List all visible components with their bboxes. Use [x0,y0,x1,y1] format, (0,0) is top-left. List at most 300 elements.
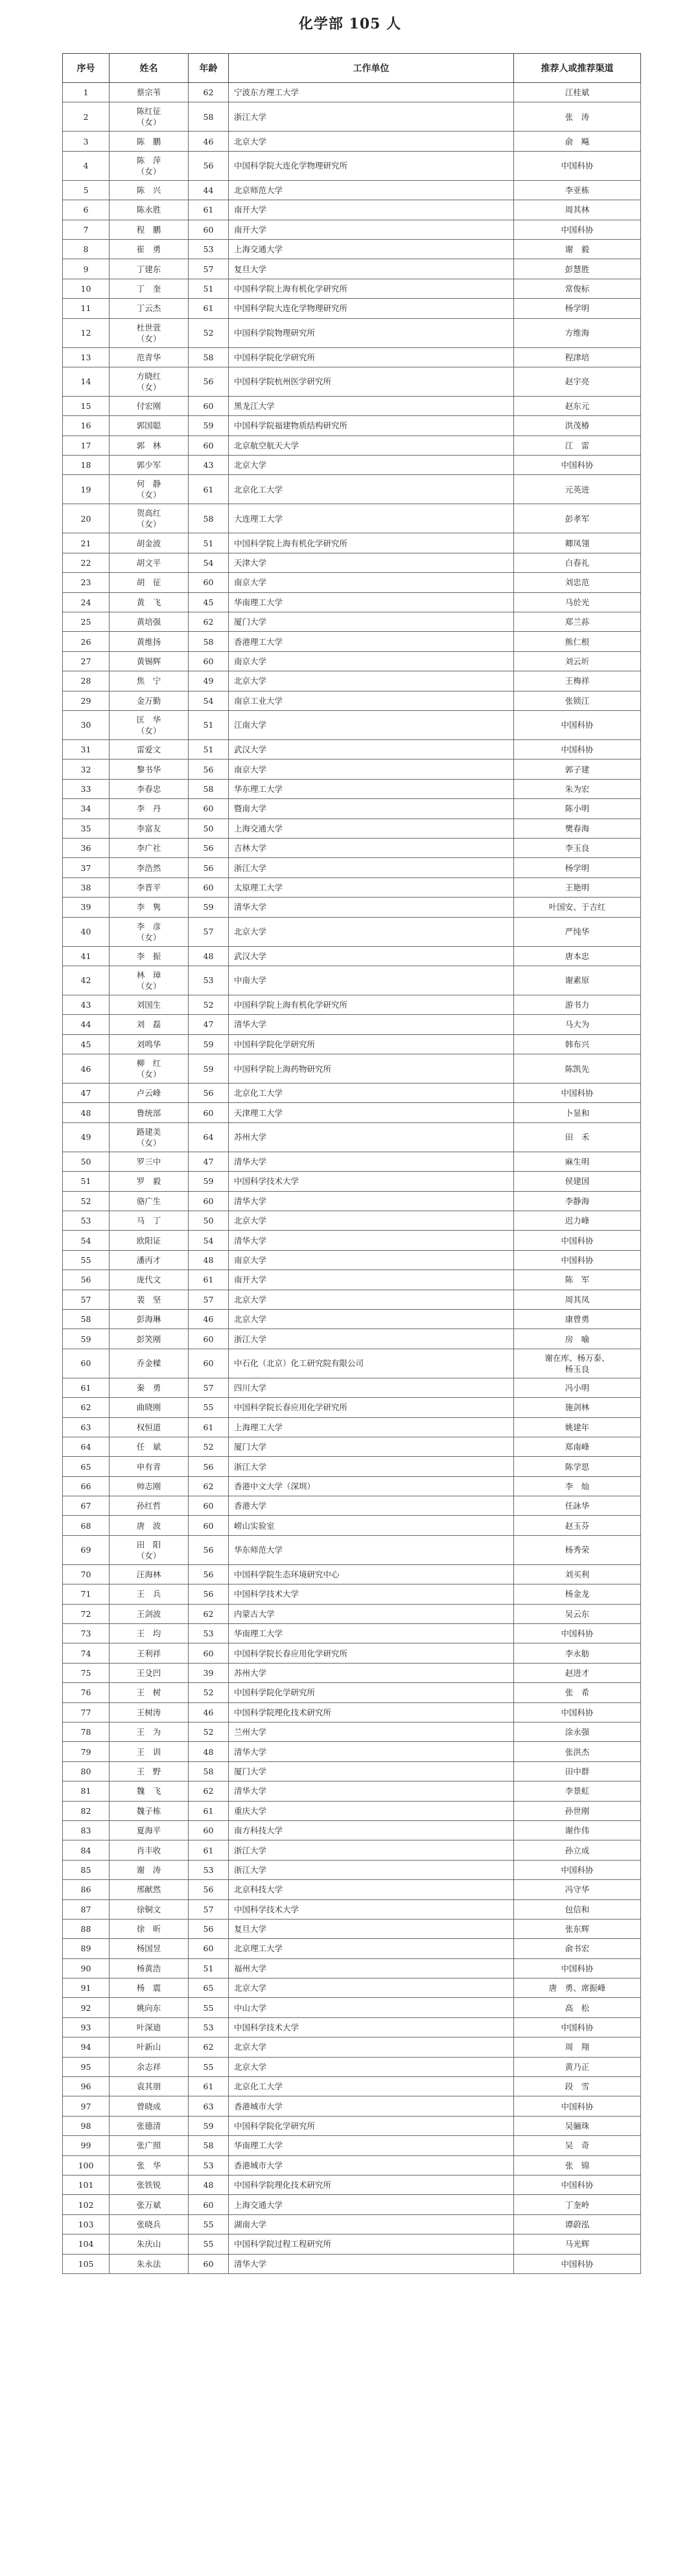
cell-name: 乔金樑 [110,1349,189,1378]
cell-index: 49 [63,1122,110,1152]
cell-index: 67 [63,1496,110,1516]
cell-name: 徐 昕 [110,1919,189,1938]
cell-recommender: 施剑林 [514,1398,641,1417]
cell-index: 19 [63,475,110,504]
cell-index: 88 [63,1919,110,1938]
cell-unit: 南开大学 [229,1270,514,1290]
cell-index: 56 [63,1270,110,1290]
cell-recommender: 张东辉 [514,1919,641,1938]
cell-name: 黄维扬 [110,632,189,651]
table-row [63,1034,641,1054]
cell-recommender: 迟力峰 [514,1211,641,1231]
cell-recommender: 姚建年 [514,1417,641,1437]
cell-age: 64 [189,1122,229,1152]
cell-name: 杨国昱 [110,1939,189,1958]
cell-recommender: 俞 飚 [514,132,641,151]
cell-age: 56 [189,1584,229,1604]
table-row [63,1958,641,1978]
cell-unit: 中国科学技术大学 [229,1899,514,1919]
cell-recommender: 丁奎岭 [514,2195,641,2214]
cell-index: 78 [63,1723,110,1742]
table-row [63,2234,641,2254]
cell-age: 51 [189,710,229,739]
table-row [63,1663,641,1682]
table-row [63,1998,641,2017]
table-row [63,779,641,798]
cell-index: 42 [63,966,110,995]
cell-index: 89 [63,1939,110,1958]
cell-name: 李 振 [110,946,189,966]
cell-age: 56 [189,1457,229,1476]
cell-unit: 华南理工大学 [229,1624,514,1643]
cell-recommender: 麻生明 [514,1152,641,1171]
cell-unit: 武汉大学 [229,739,514,759]
cell-unit: 清华大学 [229,1152,514,1171]
cell-age: 46 [189,132,229,151]
cell-index: 73 [63,1624,110,1643]
cell-name: 付宏刚 [110,396,189,415]
table-row [63,180,641,200]
cell-unit: 清华大学 [229,1191,514,1211]
table-row [63,917,641,946]
cell-age: 52 [189,1723,229,1742]
cell-unit: 北京师范大学 [229,180,514,200]
cell-age: 60 [189,1191,229,1211]
cell-recommender: 方维海 [514,318,641,347]
cell-age: 53 [189,2017,229,2037]
cell-unit: 北京理工大学 [229,1939,514,1958]
table-row [63,1516,641,1535]
table-row [63,2175,641,2194]
cell-index: 3 [63,132,110,151]
cell-unit: 北京化工大学 [229,475,514,504]
cell-recommender: 郭子建 [514,760,641,779]
cell-index: 6 [63,200,110,220]
cell-unit: 中国科学技术大学 [229,2017,514,2037]
cell-recommender: 谭蔚泓 [514,2214,641,2234]
cell-index: 11 [63,299,110,318]
cell-recommender: 张洪杰 [514,1742,641,1761]
cell-name: 李晋平 [110,877,189,897]
table-row [63,200,641,220]
cell-recommender: 冯守华 [514,1880,641,1899]
cell-index: 72 [63,1604,110,1623]
cell-unit: 南开大学 [229,200,514,220]
cell-name: 邢献然 [110,1880,189,1899]
table-row [63,1939,641,1958]
cell-name: 范青华 [110,347,189,367]
cell-unit: 湖南大学 [229,2214,514,2234]
cell-name: 丁云杰 [110,299,189,318]
cell-unit: 复旦大学 [229,1919,514,1938]
cell-name: 金万勤 [110,691,189,710]
table-row [63,1211,641,1231]
cell-unit: 北京大学 [229,456,514,475]
cell-recommender: 田 禾 [514,1122,641,1152]
cell-name: 李春忠 [110,779,189,798]
cell-name: 张德清 [110,2116,189,2135]
cell-unit: 南京大学 [229,760,514,779]
cell-index: 13 [63,347,110,367]
cell-age: 61 [189,1270,229,1290]
cell-recommender: 洪茂椿 [514,416,641,435]
cell-recommender: 刘忠范 [514,573,641,592]
cell-index: 52 [63,1191,110,1211]
cell-name: 张万斌 [110,2195,189,2214]
cell-unit: 北京大学 [229,2037,514,2057]
table-row [63,1378,641,1397]
cell-recommender: 侯建国 [514,1172,641,1191]
cell-recommender: 程津培 [514,347,641,367]
cell-unit: 苏州大学 [229,1122,514,1152]
cell-age: 56 [189,760,229,779]
cell-age: 48 [189,946,229,966]
cell-age: 59 [189,1172,229,1191]
cell-index: 57 [63,1290,110,1309]
table-row [63,239,641,259]
cell-unit: 清华大学 [229,2254,514,2273]
table-row [63,671,641,691]
cell-unit: 南开大学 [229,220,514,239]
cell-age: 57 [189,1290,229,1309]
cell-index: 34 [63,799,110,818]
cell-recommender: 李景虹 [514,1781,641,1801]
cell-index: 36 [63,838,110,857]
table-row [63,2077,641,2096]
table-row [63,2037,641,2057]
cell-unit: 清华大学 [229,1781,514,1801]
cell-age: 56 [189,1564,229,1584]
cell-unit: 北京大学 [229,671,514,691]
cell-age: 52 [189,318,229,347]
cell-age: 51 [189,739,229,759]
cell-unit: 中国科学技术大学 [229,1172,514,1191]
cell-unit: 暨南大学 [229,799,514,818]
table-row [63,1742,641,1761]
table-row [63,456,641,475]
cell-recommender: 谢在库、杨万泰、 杨玉良 [514,1349,641,1378]
cell-recommender: 卜显和 [514,1103,641,1122]
cell-unit: 大连理工大学 [229,504,514,533]
table-row [63,1801,641,1820]
cell-name: 方晓红 （女） [110,367,189,396]
header-unit: 工作单位 [229,54,514,83]
table-row [63,1172,641,1191]
cell-recommender: 中国科协 [514,2175,641,2194]
cell-name: 胡 征 [110,573,189,592]
cell-recommender: 高 松 [514,1998,641,2017]
cell-age: 45 [189,592,229,612]
cell-index: 79 [63,1742,110,1761]
table-row [63,739,641,759]
cell-name: 鲁统部 [110,1103,189,1122]
cell-index: 24 [63,592,110,612]
cell-age: 44 [189,180,229,200]
cell-unit: 北京大学 [229,132,514,151]
cell-index: 83 [63,1820,110,1840]
table-row [63,612,641,632]
table-row [63,592,641,612]
cell-index: 81 [63,1781,110,1801]
cell-index: 68 [63,1516,110,1535]
cell-age: 62 [189,1781,229,1801]
table-row [63,1231,641,1250]
cell-index: 27 [63,651,110,671]
table-row [63,1820,641,1840]
cell-recommender: 樊春海 [514,818,641,838]
table-row [63,1103,641,1122]
cell-name: 汪海林 [110,1564,189,1584]
cell-index: 70 [63,1564,110,1584]
cell-age: 39 [189,1663,229,1682]
cell-unit: 浙江大学 [229,858,514,877]
nominee-table [62,53,641,2274]
cell-name: 任 斌 [110,1437,189,1456]
cell-recommender: 段 雪 [514,2077,641,2096]
cell-index: 75 [63,1663,110,1682]
table-row [63,1761,641,1781]
cell-name: 田 阳 （女） [110,1535,189,1564]
table-row [63,799,641,818]
cell-unit: 中国科学院大连化学物理研究所 [229,299,514,318]
table-row [63,83,641,102]
cell-age: 60 [189,1349,229,1378]
cell-index: 16 [63,416,110,435]
cell-name: 肖丰收 [110,1840,189,1860]
table-row [63,1702,641,1722]
cell-name: 柳 红 （女） [110,1054,189,1084]
cell-name: 张晓兵 [110,2214,189,2234]
cell-recommender: 陈凯先 [514,1054,641,1084]
cell-name: 曾晓成 [110,2096,189,2116]
cell-recommender: 杨秀荣 [514,1535,641,1564]
cell-recommender: 中国科协 [514,710,641,739]
cell-index: 102 [63,2195,110,2214]
cell-unit: 苏州大学 [229,1663,514,1682]
cell-name: 彭笑刚 [110,1329,189,1349]
cell-recommender: 李静海 [514,1191,641,1211]
cell-recommender: 朱为宏 [514,779,641,798]
cell-index: 40 [63,917,110,946]
cell-index: 104 [63,2234,110,2254]
cell-name: 黄锡辉 [110,651,189,671]
cell-recommender: 赵进才 [514,1663,641,1682]
table-row [63,504,641,533]
table-row [63,367,641,396]
header-recommender: 推荐人或推荐渠道 [514,54,641,83]
table-row [63,299,641,318]
cell-recommender: 叶国安、于吉红 [514,898,641,917]
cell-unit: 中国科学院理化技术研究所 [229,1702,514,1722]
cell-name: 陈 兴 [110,180,189,200]
cell-index: 87 [63,1899,110,1919]
cell-recommender: 谢作伟 [514,1820,641,1840]
cell-name: 路建美 （女） [110,1122,189,1152]
cell-name: 刘国生 [110,995,189,1014]
cell-unit: 清华大学 [229,898,514,917]
cell-name: 焦 宁 [110,671,189,691]
header-index: 序号 [63,54,110,83]
cell-name: 张广照 [110,2136,189,2155]
cell-name: 申有青 [110,1457,189,1476]
cell-name: 李 丹 [110,799,189,818]
cell-unit: 中国科学院化学研究所 [229,2116,514,2135]
cell-index: 62 [63,1398,110,1417]
table-row [63,1417,641,1437]
cell-index: 74 [63,1643,110,1663]
cell-unit: 中国科学院上海有机化学研究所 [229,279,514,298]
cell-index: 38 [63,877,110,897]
cell-age: 58 [189,102,229,132]
cell-unit: 华东师范大学 [229,1535,514,1564]
cell-age: 59 [189,1054,229,1084]
cell-recommender: 中国科协 [514,151,641,180]
cell-unit: 福州大学 [229,1958,514,1978]
cell-recommender: 王梅祥 [514,671,641,691]
table-row [63,1476,641,1496]
cell-index: 30 [63,710,110,739]
cell-unit: 浙江大学 [229,1860,514,1879]
table-row [63,1723,641,1742]
table-row [63,102,641,132]
cell-age: 65 [189,1978,229,1998]
cell-age: 58 [189,2136,229,2155]
cell-unit: 浙江大学 [229,102,514,132]
cell-age: 60 [189,651,229,671]
cell-unit: 内蒙古大学 [229,1604,514,1623]
cell-unit: 中国科学院长春应用化学研究所 [229,1398,514,1417]
cell-unit: 北京大学 [229,2057,514,2076]
header-name: 姓名 [110,54,189,83]
cell-name: 程 鹏 [110,220,189,239]
table-row [63,475,641,504]
cell-recommender: 韩布兴 [514,1034,641,1054]
cell-index: 29 [63,691,110,710]
cell-name: 林 璋 （女） [110,966,189,995]
cell-index: 12 [63,318,110,347]
cell-unit: 上海理工大学 [229,1417,514,1437]
cell-recommender: 张锁江 [514,691,641,710]
cell-name: 李富友 [110,818,189,838]
cell-recommender: 江桂斌 [514,83,641,102]
cell-unit: 兰州大学 [229,1723,514,1742]
table-row [63,1683,641,1702]
table-row [63,651,641,671]
table-header-row [63,54,641,83]
cell-unit: 中国科学院过程工程研究所 [229,2234,514,2254]
cell-name: 刘 磊 [110,1015,189,1034]
cell-name: 丁 奎 [110,279,189,298]
cell-age: 60 [189,1516,229,1535]
table-row [63,1643,641,1663]
cell-unit: 中国科学院上海有机化学研究所 [229,995,514,1014]
cell-recommender: 严纯华 [514,917,641,946]
cell-index: 95 [63,2057,110,2076]
table-row [63,838,641,857]
cell-recommender: 谢素原 [514,966,641,995]
cell-age: 60 [189,573,229,592]
cell-name: 郭少军 [110,456,189,475]
table-row [63,416,641,435]
cell-unit: 北京航空航天大学 [229,435,514,455]
cell-name: 袁其朋 [110,2077,189,2096]
cell-name: 蔡宗苇 [110,83,189,102]
cell-unit: 江南大学 [229,710,514,739]
cell-unit: 厦门大学 [229,1437,514,1456]
cell-recommender: 杨学明 [514,858,641,877]
cell-age: 52 [189,1437,229,1456]
cell-name: 陈红征 （女） [110,102,189,132]
table-row [63,533,641,553]
cell-name: 黄 飞 [110,592,189,612]
cell-index: 4 [63,151,110,180]
cell-age: 62 [189,83,229,102]
table-row [63,691,641,710]
table-row [63,2214,641,2234]
cell-recommender: 吴 奇 [514,2136,641,2155]
cell-recommender: 黄乃正 [514,2057,641,2076]
cell-age: 58 [189,504,229,533]
cell-age: 56 [189,858,229,877]
cell-name: 李 隽 [110,898,189,917]
cell-name: 杜世萱 （女） [110,318,189,347]
cell-age: 61 [189,299,229,318]
cell-index: 21 [63,533,110,553]
cell-name: 曲晓刚 [110,1398,189,1417]
cell-recommender: 中国科协 [514,1250,641,1270]
cell-recommender: 中国科协 [514,2254,641,2273]
table-row [63,946,641,966]
cell-age: 60 [189,1103,229,1122]
cell-recommender: 赵东元 [514,396,641,415]
cell-age: 51 [189,1958,229,1978]
cell-age: 56 [189,1535,229,1564]
cell-unit: 香港城市大学 [229,2096,514,2116]
cell-unit: 华南理工大学 [229,592,514,612]
cell-unit: 清华大学 [229,1742,514,1761]
cell-recommender: 中国科协 [514,1702,641,1722]
cell-age: 57 [189,917,229,946]
cell-age: 55 [189,1998,229,2017]
cell-age: 56 [189,1919,229,1938]
cell-unit: 香港城市大学 [229,2155,514,2175]
table-row [63,760,641,779]
cell-age: 51 [189,279,229,298]
cell-unit: 中山大学 [229,1998,514,2017]
cell-index: 28 [63,671,110,691]
cell-recommender: 中国科协 [514,2017,641,2037]
cell-age: 53 [189,1624,229,1643]
cell-age: 56 [189,1084,229,1103]
cell-name: 魏子栋 [110,1801,189,1820]
cell-age: 61 [189,475,229,504]
cell-age: 53 [189,2155,229,2175]
cell-recommender: 白春礼 [514,553,641,572]
cell-index: 60 [63,1349,110,1378]
table-row [63,1191,641,1211]
cell-age: 51 [189,533,229,553]
cell-age: 50 [189,818,229,838]
cell-name: 王 树 [110,1683,189,1702]
table-row [63,632,641,651]
cell-name: 秦 勇 [110,1378,189,1397]
cell-name: 罗三中 [110,1152,189,1171]
cell-name: 王 为 [110,1723,189,1742]
cell-index: 53 [63,1211,110,1231]
table-row [63,877,641,897]
table-row [63,1840,641,1860]
cell-age: 48 [189,1250,229,1270]
